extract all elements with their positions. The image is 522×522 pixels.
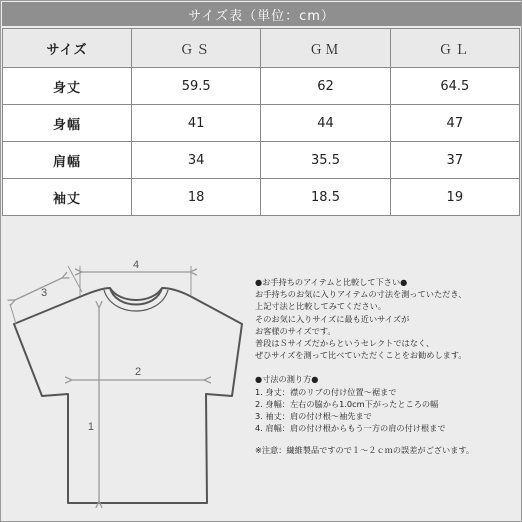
header-cell: ＧＬ — [390, 29, 519, 68]
note-line: 普段はＳサイズだからというセレクトではなく、 — [255, 338, 435, 349]
table-cell: 19 — [390, 179, 519, 216]
header-cell: ＧＳ — [132, 29, 261, 68]
table-cell: 64.5 — [390, 68, 519, 105]
row-label: 肩幅 — [3, 142, 132, 179]
size-table — [2, 28, 520, 216]
table-header-row — [3, 29, 520, 68]
caution-note: ※注意：繊維製品ですので１～２ｃｍの誤差がございます。 — [255, 445, 475, 456]
table-cell: 47 — [390, 105, 519, 142]
table-cell: 44 — [261, 105, 390, 142]
table-cell: 59.5 — [132, 68, 261, 105]
table-cell: 35.5 — [261, 142, 390, 179]
header-cell: ＧＭ — [261, 29, 390, 68]
note-line: お手持ちのお気に入りアイテムの寸法を測っていただき、 — [255, 289, 467, 300]
table-cell: 62 — [261, 68, 390, 105]
measure-heading: ●寸法の測り方● — [255, 374, 319, 385]
label-3: 3 — [40, 287, 48, 299]
tshirt-diagram — [2, 246, 252, 520]
measure-line: 4. 肩幅：肩の付け根からもう一方の肩の付け根まで — [255, 423, 446, 434]
label-2: 2 — [134, 366, 142, 378]
note-line: お客様のサイズです。 — [255, 325, 336, 336]
table-cell: 18.5 — [261, 179, 390, 216]
header-cell: サイズ — [3, 29, 132, 68]
row-label: 身丈 — [3, 68, 132, 105]
compare-heading: ●お手持ちのアイテムと比較して下さい● — [255, 277, 408, 287]
label-4: 4 — [132, 259, 140, 271]
measure-line: 2. 身幅：左右の脇から1.0cm下がったところの幅 — [255, 398, 439, 409]
row-label: 袖丈 — [3, 179, 132, 216]
measure-line: 3. 袖丈：肩の付け根～袖先まで — [255, 411, 372, 422]
table-cell: 37 — [390, 142, 519, 179]
table-cell: 41 — [132, 105, 261, 142]
table-row — [3, 105, 520, 142]
row-label: 身幅 — [3, 105, 132, 142]
table-row — [3, 179, 520, 216]
table-cell: 18 — [132, 179, 261, 216]
measure-line: 1. 身丈：襟のリブの付け位置～裾まで — [255, 386, 397, 397]
measurement-guide — [2, 224, 520, 520]
label-1: 1 — [87, 421, 94, 433]
note-line: 上記寸法と比較してみてください。 — [255, 301, 387, 312]
table-row — [3, 142, 520, 179]
note-line: ぜひサイズを測って比べていただくことをお勧めします。 — [255, 350, 467, 361]
table-cell: 34 — [132, 142, 261, 179]
arrow-sleeve-length — [15, 278, 62, 300]
tshirt-outline — [14, 288, 242, 503]
page-title: サイズ表（単位：cm） — [2, 2, 521, 26]
table-row — [3, 68, 520, 105]
size-notes — [255, 276, 517, 457]
note-line: そのお気に入りサイズに最も近いサイズが — [255, 313, 410, 324]
